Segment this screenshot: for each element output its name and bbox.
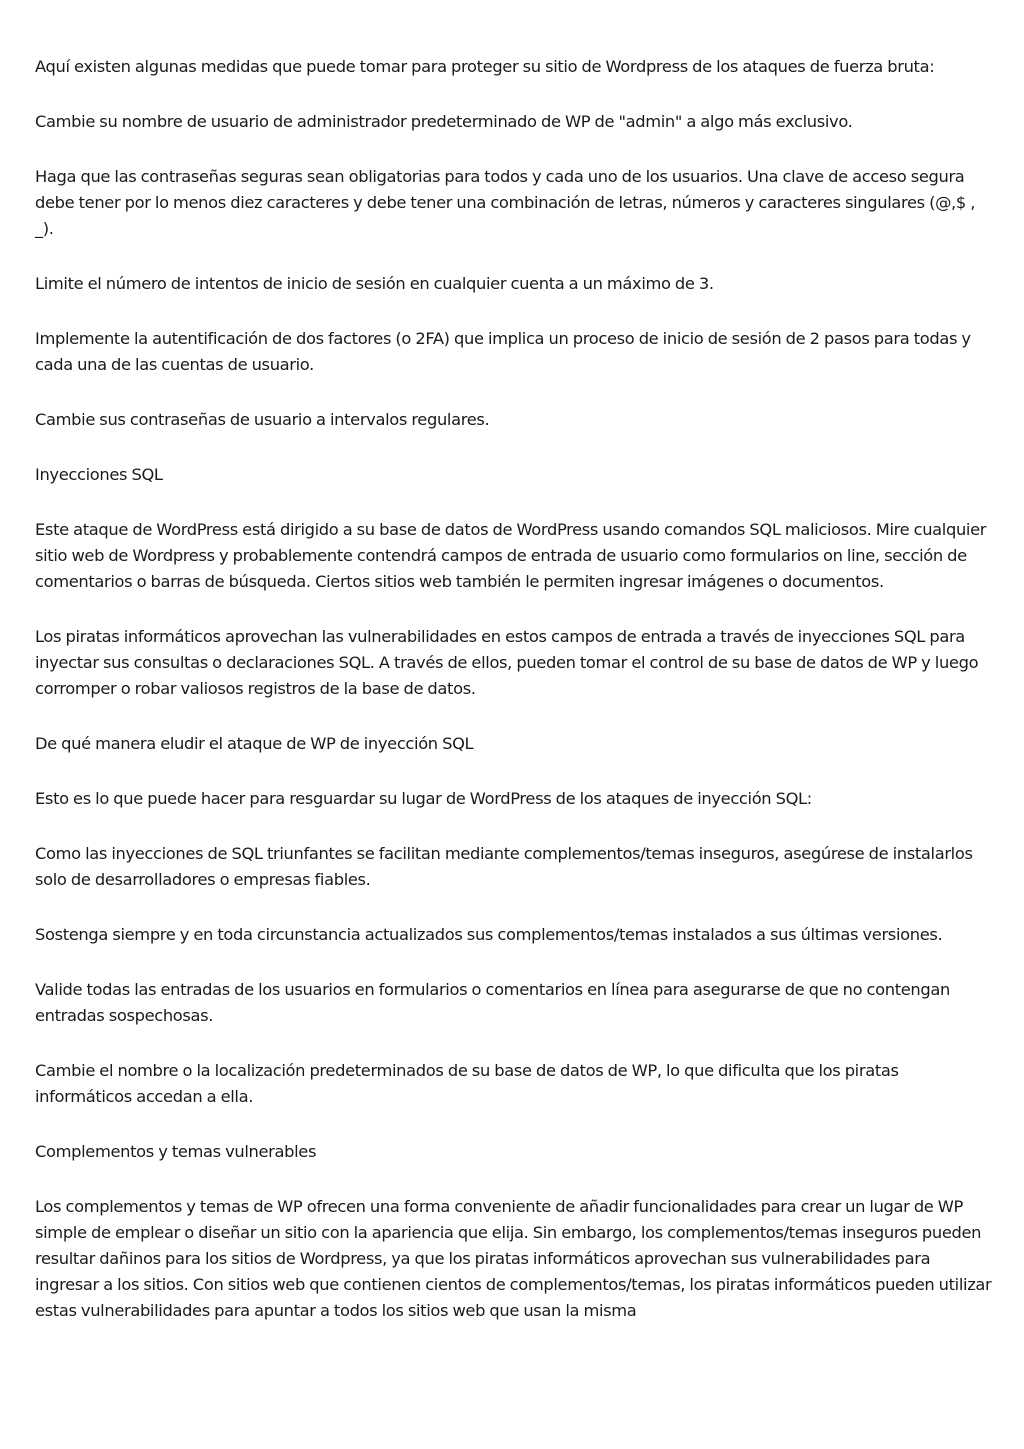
paragraph-plugins-themes: Los complementos y temas de WP ofrecen una forma conveniente de añadir funcionalidades para crear un lugar de WP simple de emplear o diseñar un sitio con la apariencia que elija. Sin embargo, los complementos/temas inseguros pueden resultar dañinos para los sitios de Wordpress, ya que los piratas informáticos aprovechan sus vulnerabilidades para ingresar a los sitios. Con sitios web que contienen cientos de complementos/temas, los piratas informáticos pueden utilizar estas vulnerabilidades para apuntar a todos los sitios web que usan la misma [35,1197,992,1320]
paragraph-change-passwords: Cambie sus contraseñas de usuario a intervalos regulares. [35,410,490,429]
paragraph-validate-inputs: Valide todas las entradas de los usuarios en formularios o comentarios en línea para asegurarse de que no contengan entradas sospechosas. [35,980,950,1025]
paragraph-rename-database: Cambie el nombre o la localización predeterminados de su base de datos de WP, lo que dificulta que los piratas informáticos accedan a ella. [35,1061,899,1106]
paragraph-admin-username: Cambie su nombre de usuario de administrador predeterminado de WP de "admin" a algo más exclusivo. [35,112,853,131]
paragraph-update-plugins: Sostenga siempre y en toda circunstancia actualizados sus complementos/temas instalados a sus últimas versiones. [35,925,943,944]
paragraph-sql-attack: Este ataque de WordPress está dirigido a su base de datos de WordPress usando comandos SQL maliciosos. Mire cualquier sitio web de Wordpress y probablemente contendrá campos de entrada de usuario como formularios on line, sección de comentarios o barras de búsqueda. Ciertos sitios web también le permiten ingresar imágenes o documentos. [35,520,987,591]
document-body [35,54,995,1324]
paragraph-strong-passwords: Haga que las contraseñas seguras sean obligatorias para todos y cada uno de los usuarios. Una clave de acceso segura debe tener por lo menos diez caracteres y debe tener una combinación de letras, números y caracteres singulares (@,$ , _). [35,167,976,238]
paragraph-sql-protection-intro: Esto es lo que puede hacer para resguardar su lugar de WordPress de los ataques de inyección SQL: [35,789,812,808]
heading-sql-injections: Inyecciones SQL [35,465,163,484]
heading-avoid-sql-injection: De qué manera eludir el ataque de WP de inyección SQL [35,734,474,753]
paragraph-login-attempts: Limite el número de intentos de inicio de sesión en cualquier cuenta a un máximo de 3. [35,274,714,293]
paragraph-2fa: Implemente la autentificación de dos factores (o 2FA) que implica un proceso de inicio de sesión de 2 pasos para todas y cada una de las cuentas de usuario. [35,329,971,374]
paragraph-sql-hackers: Los piratas informáticos aprovechan las vulnerabilidades en estos campos de entrada a través de inyecciones SQL para inyectar sus consultas o declaraciones SQL. A través de ellos, pueden tomar el control de su base de datos de WP y luego corromper o robar valiosos registros de la base de datos. [35,627,979,698]
heading-vulnerable-plugins: Complementos y temas vulnerables [35,1142,317,1161]
paragraph-intro: Aquí existen algunas medidas que puede tomar para proteger su sitio de Wordpress de los ataques de fuerza bruta: [35,57,935,76]
paragraph-trusted-plugins: Como las inyecciones de SQL triunfantes se facilitan mediante complementos/temas inseguros, asegúrese de instalarlos solo de desarrolladores o empresas fiables. [35,844,973,889]
